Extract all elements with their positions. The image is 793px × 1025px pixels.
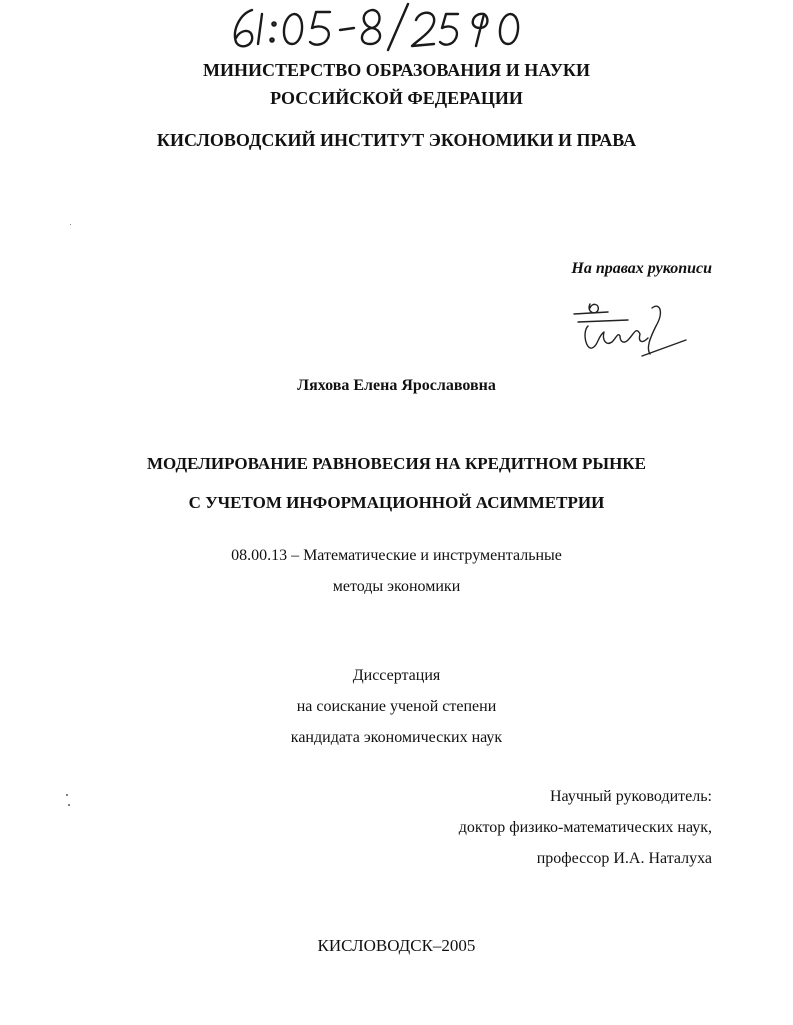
degree-line-1: Диссертация <box>352 667 441 684</box>
thesis-title-line-2: С УЧЕТОМ ИНФОРМАЦИОННОЙ АСИММЕТРИИ <box>188 493 605 512</box>
specialty-line-1: 08.00.13 – Математические и инструментальные <box>231 547 562 564</box>
manuscript-note: На правах рукописи <box>571 260 712 277</box>
supervisor-name: профессор И.А. Наталуха <box>536 850 712 867</box>
specialty-line-2: методы экономики <box>332 578 461 595</box>
supervisor-degree: доктор физико-математических наук, <box>458 819 712 836</box>
scan-speck <box>68 804 70 806</box>
author-name: Ляхова Елена Ярославовна <box>297 377 496 394</box>
institute-name: КИСЛОВОДСКИЙ ИНСТИТУТ ЭКОНОМИКИ И ПРАВА <box>156 130 637 150</box>
handwritten-archive-number <box>222 0 532 56</box>
author-signature <box>568 292 692 362</box>
ministry-line-1: МИНИСТЕРСТВО ОБРАЗОВАНИЯ И НАУКИ <box>203 60 590 80</box>
degree-line-3: кандидата экономических наук <box>290 729 503 746</box>
ministry-line-2: РОССИЙСКОЙ ФЕДЕРАЦИИ <box>270 88 523 108</box>
scan-speck <box>66 794 68 796</box>
scan-speck <box>70 224 71 225</box>
degree-line-2: на соискание ученой степени <box>296 698 497 715</box>
city-year: КИСЛОВОДСК–2005 <box>317 936 476 955</box>
thesis-title-line-1: МОДЕЛИРОВАНИЕ РАВНОВЕСИЯ НА КРЕДИТНОМ РЫНКЕ <box>147 454 646 473</box>
supervisor-label: Научный руководитель: <box>549 788 712 805</box>
